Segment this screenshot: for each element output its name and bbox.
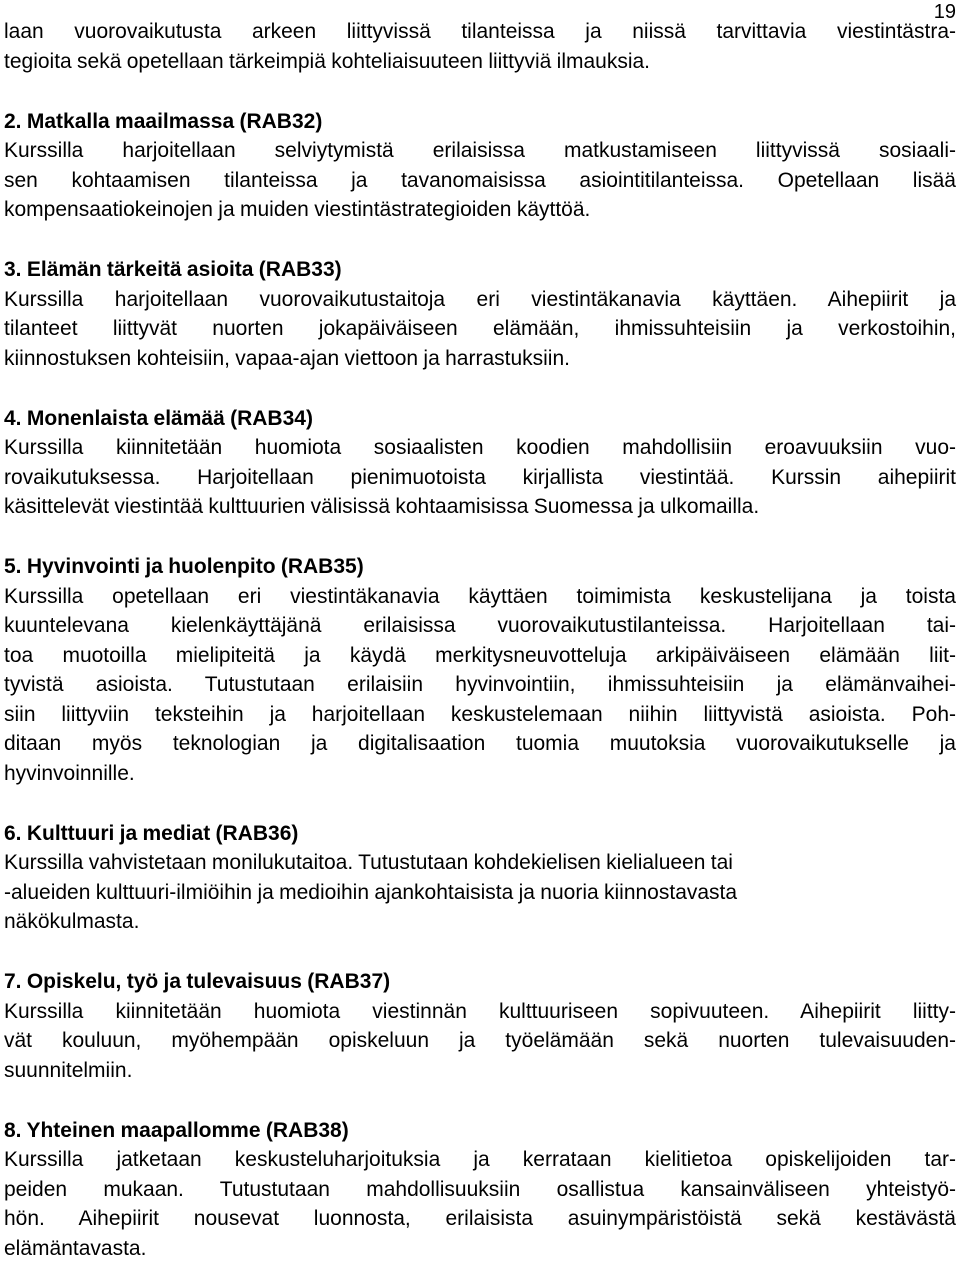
section-rab33 bbox=[4, 255, 956, 373]
text-line: rovaikutuksessa. Harjoitellaan pienimuotoista kirjallista viestintää. Kurssin aihepiirit bbox=[4, 463, 956, 493]
text-line: Kurssilla harjoitellaan vuorovaikutustaitoja eri viestintäkanavia käyttäen. Aihepiirit ja bbox=[4, 285, 956, 315]
text-line: tegioita sekä opetellaan tärkeimpiä kohteliaisuuteen liittyviä ilmauksia. bbox=[4, 47, 956, 77]
text-line: elämäntavasta. bbox=[4, 1234, 956, 1263]
text-line: Kurssilla harjoitellaan selviytymistä erilaisissa matkustamiseen liittyvissä sosiaali- bbox=[4, 136, 956, 166]
text-line: Kurssilla vahvistetaan monilukutaitoa. Tutustutaan kohdekielisen kielialueen tai bbox=[4, 848, 956, 878]
text-line: kuuntelevana kielenkäyttäjänä erilaisissa vuorovaikutustilanteissa. Harjoitellaan tai- bbox=[4, 611, 956, 641]
text-line: siin liittyviin teksteihin ja harjoitellaan keskustelemaan niihin liittyvistä asioista. Poh- bbox=[4, 700, 956, 730]
text-line: Kurssilla kiinnitetään huomiota sosiaalisten koodien mahdollisiin eroavuuksiin vuo- bbox=[4, 433, 956, 463]
text-line: peiden mukaan. Tutustutaan mahdollisuuksiin osallistua kansainväliseen yhteistyö- bbox=[4, 1175, 956, 1205]
section-heading: 4. Monenlaista elämää (RAB34) bbox=[4, 404, 956, 434]
text-line: tilanteet liittyvät nuorten jokapäiväiseen elämään, ihmissuhteisiin ja verkostoihin, bbox=[4, 314, 956, 344]
section-heading: 6. Kulttuuri ja mediat (RAB36) bbox=[4, 819, 956, 849]
text-line: hyvinvoinnille. bbox=[4, 759, 956, 789]
text-line: toa muotoilla mielipiteitä ja käydä merkitysneuvotteluja arkipäiväiseen elämään liit- bbox=[4, 641, 956, 671]
text-line: kiinnostuksen kohteisiin, vapaa-ajan viettoon ja harrastuksiin. bbox=[4, 344, 956, 374]
text-line: sen kohtaamisen tilanteissa ja tavanomaisissa asiointitilanteissa. Opetellaan lisää bbox=[4, 166, 956, 196]
section-heading: 2. Matkalla maailmassa (RAB32) bbox=[4, 107, 956, 137]
section-rab35 bbox=[4, 552, 956, 788]
section-heading: 5. Hyvinvointi ja huolenpito (RAB35) bbox=[4, 552, 956, 582]
text-line: ditaan myös teknologian ja digitalisaation tuomia muutoksia vuorovaikutukselle ja bbox=[4, 729, 956, 759]
section-rab34 bbox=[4, 404, 956, 522]
text-line: Kurssilla kiinnitetään huomiota viestinnän kulttuuriseen sopivuuteen. Aihepiirit liitty- bbox=[4, 997, 956, 1027]
text-line: hön. Aihepiirit nousevat luonnosta, erilaisista asuinympäristöistä sekä kestävästä bbox=[4, 1204, 956, 1234]
section-heading: 7. Opiskelu, työ ja tulevaisuus (RAB37) bbox=[4, 967, 956, 997]
text-line: kompensaatiokeinojen ja muiden viestintästrategioiden käyttöä. bbox=[4, 195, 956, 225]
section-rab38 bbox=[4, 1116, 956, 1263]
text-line: Kurssilla opetellaan eri viestintäkanavia käyttäen toimimista keskustelijana ja toista bbox=[4, 582, 956, 612]
text-line: -alueiden kulttuuri-ilmiöihin ja medioihin ajankohtaisista ja nuoria kiinnostavasta bbox=[4, 878, 956, 908]
section-heading: 3. Elämän tärkeitä asioita (RAB33) bbox=[4, 255, 956, 285]
section-rab37 bbox=[4, 967, 956, 1085]
section-heading: 8. Yhteinen maapallomme (RAB38) bbox=[4, 1116, 956, 1146]
section-rab32 bbox=[4, 107, 956, 225]
page-number: 19 bbox=[934, 0, 956, 24]
text-line: laan vuorovaikutusta arkeen liittyvissä tilanteissa ja niissä tarvittavia viestintästra- bbox=[4, 17, 956, 47]
text-line: Kurssilla jatketaan keskusteluharjoituksia ja kerrataan kielitietoa opiskelijoiden tar- bbox=[4, 1145, 956, 1175]
text-line: tyvistä asioista. Tutustutaan erilaisiin hyvinvointiin, ihmissuhteisiin ja elämänvaihei- bbox=[4, 670, 956, 700]
section-rab36 bbox=[4, 819, 956, 937]
text-line: vät kouluun, myöhempään opiskeluun ja työelämään sekä nuorten tulevaisuuden- bbox=[4, 1026, 956, 1056]
text-line: näkökulmasta. bbox=[4, 907, 956, 937]
document-body bbox=[4, 17, 956, 1263]
text-line: käsittelevät viestintää kulttuurien välisissä kohtaamisissa Suomessa ja ulkomailla. bbox=[4, 492, 956, 522]
intro-paragraph bbox=[4, 17, 956, 76]
text-line: suunnitelmiin. bbox=[4, 1056, 956, 1086]
